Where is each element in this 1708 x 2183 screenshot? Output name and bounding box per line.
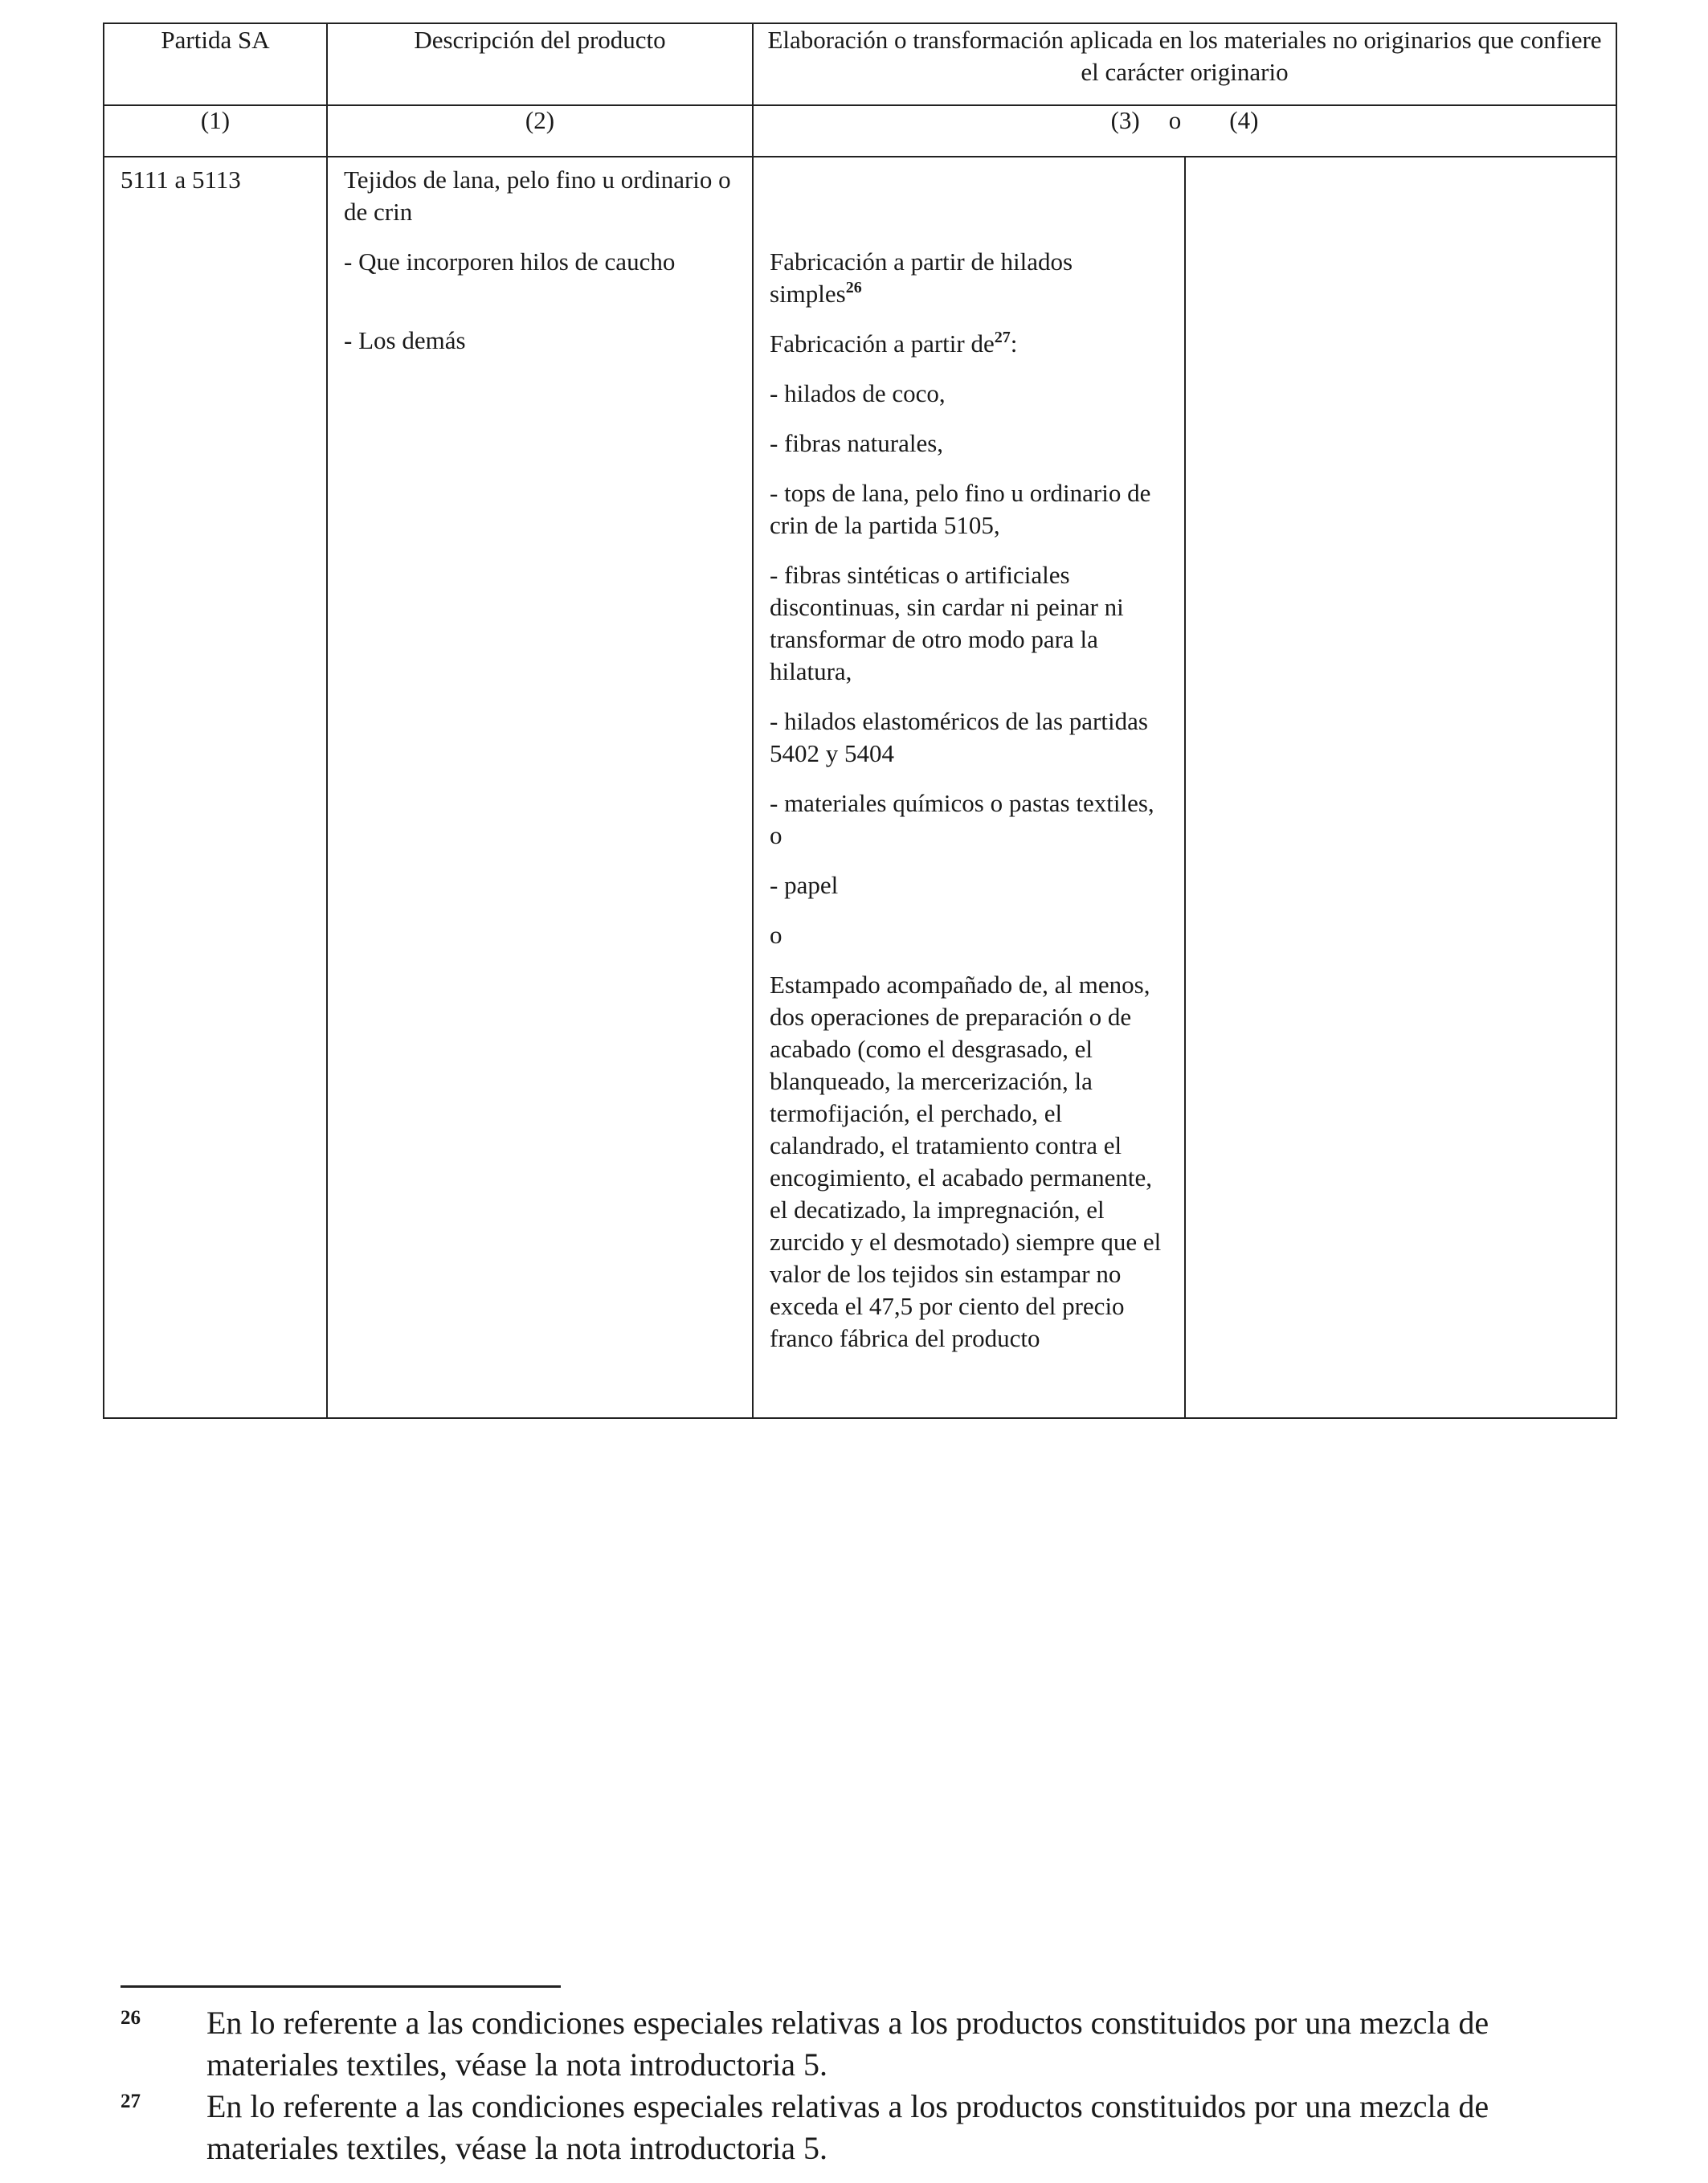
list-item: - materiales químicos o pastas textiles, o — [770, 789, 1154, 849]
list-item: - papel — [770, 871, 839, 899]
column-number-2: (2) — [327, 105, 753, 157]
column-number-3-4 — [753, 105, 1616, 157]
sub-description-others: - Los demás — [344, 326, 466, 354]
list-item: - fibras naturales, — [770, 429, 944, 457]
rule-cell-4 — [1185, 157, 1616, 1418]
rule-others-intro-text: Fabricación a partir de — [770, 329, 995, 358]
or-separator: o — [770, 921, 782, 949]
table-row — [104, 157, 1616, 1418]
list-item: - fibras sintéticas o artificiales discontinuas, sin cardar ni peinar ni transformar de otro modo para la hilatura, — [770, 561, 1124, 685]
header-elaboracion: Elaboración o transformación aplicada en los materiales no originarios que confiere el carácter originario — [753, 23, 1616, 105]
rule-col4-text — [1186, 157, 1616, 172]
column-number-row — [104, 105, 1616, 157]
header-partida-sa: Partida SA — [104, 23, 327, 105]
header-row — [104, 23, 1616, 105]
header-descripcion: Descripción del producto — [327, 23, 753, 105]
footnote-number-26: 26 — [121, 2007, 141, 2029]
column-number-or: o — [1168, 106, 1182, 134]
rule-others-intro-colon: : — [1010, 329, 1018, 358]
footnote-27 — [121, 2086, 1567, 2169]
footnote-number-27: 27 — [121, 2091, 141, 2112]
footnote-ref-26[interactable]: 26 — [845, 279, 862, 296]
column-number-3: (3) — [1110, 106, 1140, 134]
heading-code: 5111 a 5113 — [121, 166, 241, 194]
sub-description-rubber: - Que incorporen hilos de caucho — [344, 247, 676, 276]
list-item: - hilados de coco, — [770, 379, 946, 407]
product-description: Tejidos de lana, pelo fino u ordinario o de crin — [344, 166, 731, 226]
column-number-4: (4) — [1229, 106, 1259, 134]
rule-cell-3 — [753, 157, 1185, 1418]
footnote-ref-27[interactable]: 27 — [994, 329, 1011, 346]
list-item: - tops de lana, pelo fino u ordinario de crin de la partida 5105, — [770, 479, 1151, 539]
rule-rubber-text: Fabricación a partir de hilados simples — [770, 247, 1073, 308]
rules-table — [103, 22, 1617, 1419]
column-number-1: (1) — [104, 105, 327, 157]
alternative-rule: Estampado acompañado de, al menos, dos operaciones de preparación o de acabado (como el desgrasado, el blanqueado, la mercerización, la termofijación, el perchado, el calandrado, el tratamiento contra el encogimiento, el acabado permanente, el decatizado, la impregnación, el zurcido y el desmotado) siempre que el valor de los tejidos sin estampar no exceda el 47,5 por ciento del precio franco fábrica del producto — [770, 971, 1162, 1352]
footnote-text-26: En lo referente a las condiciones especiales relativas a los productos constituidos por una mezcla de materiales textiles, véase la nota introductoria 5. — [206, 2005, 1489, 2083]
footnote-separator — [121, 1985, 561, 1988]
footnote-26 — [121, 2002, 1567, 2086]
description-cell — [327, 157, 753, 1418]
list-item: - hilados elastoméricos de las partidas 5402 y 5404 — [770, 707, 1148, 767]
rule-others-intro — [770, 328, 1168, 360]
rule-rubber — [770, 246, 1168, 310]
footnote-text-27: En lo referente a las condiciones especiales relativas a los productos constituidos por una mezcla de materiales textiles, véase la nota introductoria 5. — [206, 2088, 1489, 2166]
heading-cell — [104, 157, 327, 1418]
